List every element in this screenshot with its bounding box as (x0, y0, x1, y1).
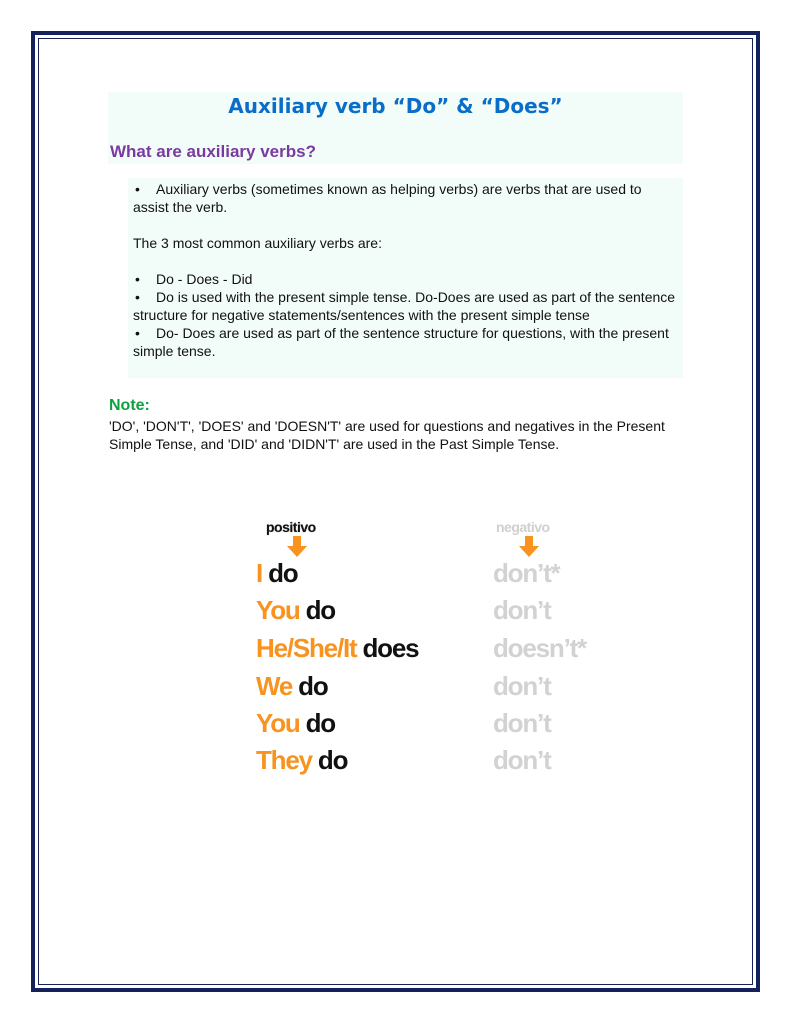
conjugation-row (256, 745, 347, 776)
negative-form: don’t* (493, 558, 560, 588)
conjugation-row (256, 671, 328, 702)
bullet-marker: • (135, 289, 140, 305)
negative-form: don’t (493, 595, 551, 625)
negative-form: don’t (493, 745, 551, 775)
arrow-down-icon (287, 536, 307, 558)
negative-form: doesn’t* (493, 633, 586, 663)
conjugation-row (256, 633, 418, 664)
list-item-text: Do - Does - Did (156, 271, 253, 287)
positive-verb: do (305, 708, 335, 738)
list-item (133, 324, 679, 360)
positive-label: positivo (266, 519, 316, 535)
subject-pronoun: You (256, 708, 300, 738)
section-heading: What are auxiliary verbs? (110, 142, 316, 161)
negative-form: don’t (493, 708, 551, 738)
list-item-text: Do is used with the present simple tense. Do-Does are used as part of the sentence structure for negative statements/sentences with the present simple tense (133, 289, 676, 323)
list-item (133, 288, 679, 324)
conjugation-row (256, 558, 297, 589)
subject-pronoun: I (256, 558, 263, 588)
intro-text: Auxiliary verbs (sometimes known as helping verbs) are verbs that are used to assist the verb. (133, 181, 642, 215)
conjugation-figure (250, 512, 650, 792)
conjugation-row (256, 595, 335, 626)
subject-pronoun: He/She/It (256, 633, 357, 663)
list-item-text: Do- Does are used as part of the sentence structure for questions, with the present simple tense. (133, 325, 669, 359)
subject-pronoun: We (256, 671, 293, 701)
conjugation-row (256, 708, 335, 739)
explanation-block (133, 180, 679, 360)
arrow-down-icon (519, 536, 539, 558)
note-label: Note: (109, 397, 150, 414)
positive-verb: do (298, 671, 328, 701)
page-title: Auxiliary verb “Do” & “Does” (228, 94, 563, 118)
common-verbs-heading: The 3 most common auxiliary verbs are: (133, 235, 382, 251)
subject-pronoun: They (256, 745, 312, 775)
note-text: 'DO', 'DON'T', 'DOES' and 'DOESN'T' are used for questions and negatives in the Present Simple Tense, and 'DID' and 'DIDN'T' are used in the Past Simple Tense. (109, 418, 665, 452)
bullet-marker: • (135, 181, 140, 197)
positive-verb: do (317, 745, 348, 775)
intro-paragraph (133, 180, 679, 216)
subject-pronoun: You (256, 595, 300, 625)
bullet-marker: • (135, 325, 140, 341)
bullet-marker: • (135, 271, 140, 287)
positive-verb: does (362, 633, 419, 663)
positive-verb: do (305, 595, 335, 625)
positive-verb: do (268, 558, 298, 588)
negative-form: don’t (493, 671, 551, 701)
list-item (133, 270, 679, 288)
negative-label: negativo (496, 519, 550, 535)
